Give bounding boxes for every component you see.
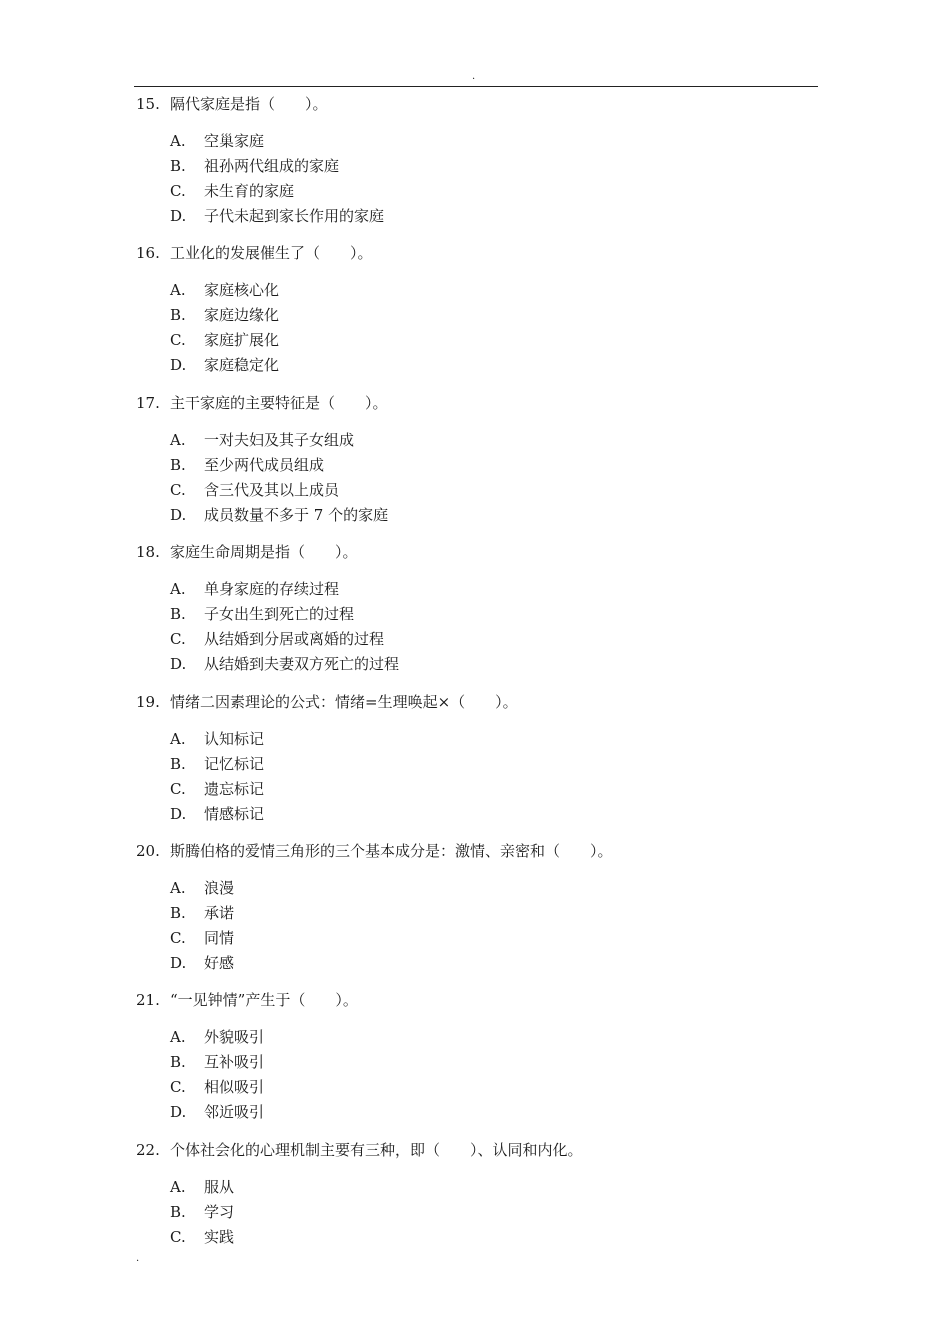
option-label: C. <box>170 928 186 947</box>
question-stem <box>136 92 816 116</box>
option-label: A. <box>170 729 186 748</box>
answer-option <box>136 154 816 179</box>
header-rule <box>134 86 818 87</box>
question-number: 17. <box>136 393 160 412</box>
option-label: D. <box>170 207 187 225</box>
question-stem <box>136 241 816 265</box>
option-text: 记忆标记 <box>204 754 265 773</box>
option-label: B. <box>170 455 186 474</box>
answer-option <box>136 328 816 353</box>
option-text: 空巢家庭 <box>204 132 265 150</box>
question-stem <box>136 391 816 415</box>
answer-option <box>136 478 816 503</box>
option-label: C. <box>170 331 186 350</box>
option-text: 祖孙两代组成的家庭 <box>204 157 340 175</box>
option-text: 子女出生到死亡的过程 <box>204 605 355 624</box>
option-label: C. <box>170 779 186 798</box>
option-label: B. <box>170 605 186 624</box>
option-label: A. <box>170 430 186 449</box>
option-label: C. <box>170 1227 186 1246</box>
answer-option <box>136 1175 816 1200</box>
option-text: 未生育的家庭 <box>204 182 295 200</box>
option-label: A. <box>170 1028 186 1047</box>
question-item <box>136 690 816 839</box>
option-text: 从结婚到夫妻双方死亡的过程 <box>204 655 400 674</box>
option-text: 外貌吸引 <box>204 1028 265 1047</box>
option-text: 家庭稳定化 <box>204 356 280 375</box>
answer-option <box>136 602 816 627</box>
option-text: 相似吸引 <box>204 1078 265 1097</box>
question-item <box>136 241 816 390</box>
question-number: 15. <box>136 95 160 113</box>
option-label: B. <box>170 1202 186 1221</box>
question-text: 主干家庭的主要特征是（ ）。 <box>170 393 388 412</box>
option-label: B. <box>170 306 186 325</box>
option-label: C. <box>170 1078 186 1097</box>
question-stem <box>136 690 816 714</box>
answer-option <box>136 129 816 154</box>
option-label: D. <box>170 655 187 674</box>
header-mark: . <box>472 71 476 82</box>
question-number: 18. <box>136 543 160 562</box>
question-text: 斯腾伯格的爱情三角形的三个基本成分是：激情、亲密和（ ）。 <box>170 841 613 860</box>
answer-option <box>136 179 816 204</box>
question-number: 20. <box>136 841 160 860</box>
option-label: A. <box>170 878 186 897</box>
option-label: C. <box>170 630 186 649</box>
question-item <box>136 540 816 689</box>
option-text: 好感 <box>204 953 235 972</box>
option-text: 承诺 <box>204 903 235 922</box>
question-list <box>136 92 816 1287</box>
option-text: 认知标记 <box>204 729 265 748</box>
answer-option <box>136 353 816 378</box>
question-number: 16. <box>136 244 160 263</box>
option-text: 家庭扩展化 <box>204 331 280 350</box>
option-text: 至少两代成员组成 <box>204 455 325 474</box>
option-text: 浪漫 <box>204 878 235 897</box>
option-text: 从结婚到分居或离婚的过程 <box>204 630 385 649</box>
question-stem <box>136 839 816 863</box>
option-label: B. <box>170 157 186 175</box>
option-label: D. <box>170 356 187 375</box>
question-text: 情绪二因素理论的公式：情绪=生理唤起×（ ）。 <box>170 692 518 711</box>
answer-option <box>136 802 816 827</box>
answer-option <box>136 901 816 926</box>
option-text: 邻近吸引 <box>204 1103 265 1122</box>
answer-option <box>136 428 816 453</box>
answer-option <box>136 303 816 328</box>
option-text: 遗忘标记 <box>204 779 265 798</box>
answer-option <box>136 876 816 901</box>
question-item <box>136 391 816 540</box>
question-text: 家庭生命周期是指（ ）。 <box>170 543 358 562</box>
answer-option <box>136 1100 816 1125</box>
option-text: 服从 <box>204 1177 235 1196</box>
answer-option <box>136 951 816 976</box>
option-text: 成员数量不多于 7 个的家庭 <box>204 505 389 524</box>
option-text: 同情 <box>204 928 235 947</box>
answer-option <box>136 926 816 951</box>
question-item <box>136 839 816 988</box>
question-number: 22. <box>136 1140 160 1159</box>
question-item <box>136 988 816 1137</box>
option-text: 子代未起到家长作用的家庭 <box>204 207 385 225</box>
question-item <box>136 1138 816 1287</box>
option-label: D. <box>170 804 187 823</box>
option-label: D. <box>170 1103 187 1122</box>
option-text: 一对夫妇及其子女组成 <box>204 430 355 449</box>
answer-option <box>136 1200 816 1225</box>
answer-option <box>136 453 816 478</box>
question-text: 工业化的发展催生了（ ）。 <box>170 244 373 263</box>
question-number: 21. <box>136 991 160 1010</box>
option-label: A. <box>170 580 186 599</box>
option-label: D. <box>170 505 187 524</box>
answer-option <box>136 503 816 528</box>
footer-mark: . <box>136 1253 140 1264</box>
option-label: B. <box>170 903 186 922</box>
answer-option <box>136 752 816 777</box>
answer-option <box>136 1050 816 1075</box>
question-stem <box>136 1138 816 1162</box>
question-number: 19. <box>136 692 160 711</box>
answer-option <box>136 652 816 677</box>
answer-option <box>136 278 816 303</box>
option-label: D. <box>170 953 187 972</box>
option-text: 单身家庭的存续过程 <box>204 580 340 599</box>
option-label: A. <box>170 281 186 300</box>
question-stem <box>136 540 816 564</box>
option-label: A. <box>170 1177 186 1196</box>
option-text: 含三代及其以上成员 <box>204 480 340 499</box>
option-text: 家庭核心化 <box>204 281 280 300</box>
question-stem <box>136 988 816 1012</box>
answer-option <box>136 1075 816 1100</box>
option-text: 互补吸引 <box>204 1053 265 1072</box>
answer-option <box>136 1225 816 1250</box>
question-text: 个体社会化的心理机制主要有三种，即（ ）、认同和内化。 <box>170 1140 583 1159</box>
answer-option <box>136 1025 816 1050</box>
option-label: B. <box>170 1053 186 1072</box>
option-text: 情感标记 <box>204 804 265 823</box>
answer-option <box>136 627 816 652</box>
question-item <box>136 92 816 241</box>
option-label: A. <box>170 132 186 150</box>
option-label: C. <box>170 480 186 499</box>
option-label: B. <box>170 754 186 773</box>
answer-option <box>136 577 816 602</box>
answer-option <box>136 777 816 802</box>
option-text: 家庭边缘化 <box>204 306 280 325</box>
question-text: “一见钟情”产生于（ ）。 <box>170 991 358 1010</box>
answer-option <box>136 727 816 752</box>
option-text: 实践 <box>204 1227 235 1246</box>
option-text: 学习 <box>204 1202 235 1221</box>
answer-option <box>136 204 816 229</box>
option-label: C. <box>170 182 186 200</box>
question-text: 隔代家庭是指（ ）。 <box>170 95 328 113</box>
